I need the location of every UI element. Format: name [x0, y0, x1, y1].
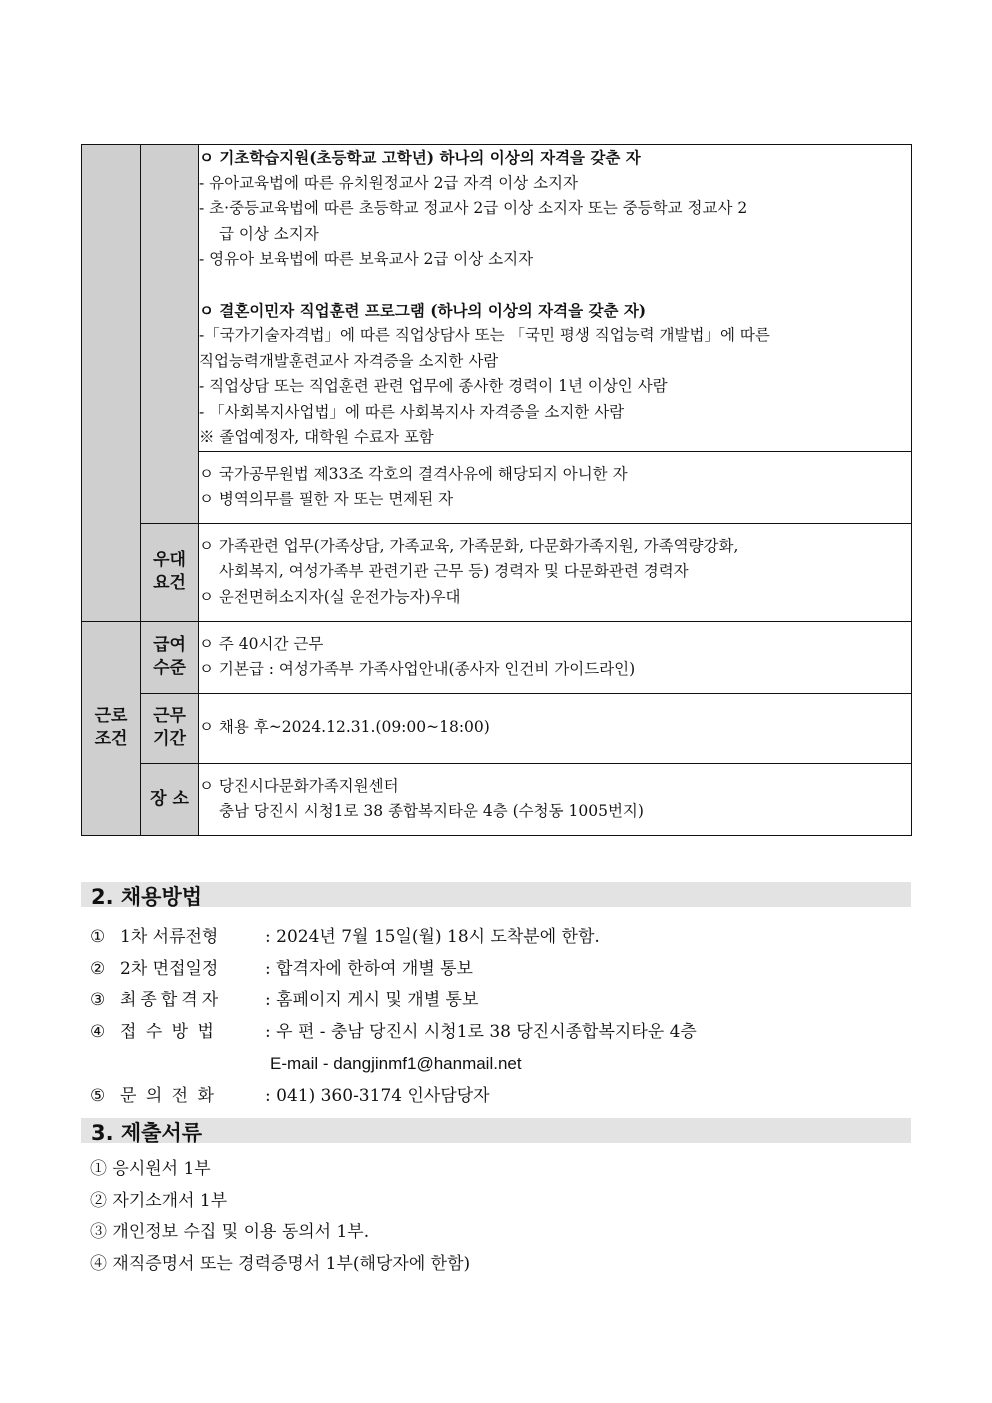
- method-item: [90, 925, 600, 949]
- basic-item: - 유아교육법에 따른 유치원정교사 2급 자격 이상 소지자: [199, 173, 578, 192]
- basic-item: - 영유아 보육법에 따른 보육교사 2급 이상 소지자: [199, 250, 534, 268]
- method-item: [90, 1020, 697, 1044]
- label-cell-empty: [141, 145, 199, 524]
- vocational-item: - 직업상담 또는 직업훈련 관련 업무에 종사한 경력이 1년 이상인 사람: [199, 377, 668, 395]
- salary-label: [141, 621, 199, 693]
- spacer: [199, 273, 911, 298]
- period-label: [141, 693, 199, 763]
- preference-label: [141, 523, 199, 621]
- vocational-note: ※ 졸업예정자, 대학원 수료자 포함: [199, 428, 434, 446]
- vocational-item: 직업능력개발훈련교사 자격증을 소지한 사람: [199, 351, 499, 370]
- item-number: ⑤: [90, 1086, 106, 1106]
- item-value: : 2024년 7월 15일(월) 18시 도착분에 한함.: [265, 927, 600, 947]
- salary-item: ㅇ 주 40시간 근무: [199, 634, 324, 653]
- table-row-qualifications: [82, 145, 912, 452]
- method-item: [90, 1084, 490, 1108]
- pref-item: 사회복지, 여성가족부 관련기관 근무 등) 경력자 및 다문화관련 경력자: [219, 562, 689, 581]
- table-row-disqualification: [82, 451, 912, 523]
- item-number: ④: [90, 1022, 106, 1042]
- table-row-place: [82, 763, 912, 835]
- vocational-item: -「국가기술자격법」에 따른 직업상담사 또는 「국민 평생 직업능력 개발법」에 따른: [199, 326, 770, 344]
- place-label: 장 소: [141, 763, 199, 835]
- period-label-line: 기간: [153, 729, 186, 749]
- item-label: 최종합격자: [120, 990, 223, 1010]
- disq-item: ㅇ 국가공무원법 제33조 각호의 결격사유에 해당되지 아니한 자: [199, 464, 628, 483]
- item-number: ②: [90, 959, 106, 979]
- table-row-salary: [82, 621, 912, 693]
- item-value: : 홈페이지 게시 및 개별 통보: [265, 990, 479, 1010]
- section-header-documents: [81, 1118, 911, 1143]
- item-label: 1차 서류전형: [120, 927, 219, 947]
- basic-item: 급 이상 소지자: [219, 224, 319, 243]
- section-header-recruitment-method: [81, 882, 911, 907]
- document-item: ② 자기소개서 1부: [90, 1191, 228, 1211]
- method-item: [90, 957, 473, 981]
- salary-label-line: 급여: [153, 635, 186, 655]
- method-item-email: [270, 1052, 522, 1076]
- period-cell: [199, 693, 912, 763]
- pref-item: ㅇ 가족관련 업무(가족상담, 가족교육, 가족문화, 다문화가족지원, 가족역량강화,: [199, 536, 739, 555]
- section-title: 2. 채용방법: [91, 885, 203, 909]
- item-number: ①: [90, 927, 106, 947]
- salary-label-line: 수준: [153, 658, 186, 678]
- work-conditions-label-line: 근로: [94, 706, 128, 726]
- email-value: E-mail - dangjinmf1@hanmail.net: [270, 1054, 522, 1073]
- item-value: : 합격자에 한하여 개별 통보: [265, 959, 473, 979]
- vocational-title: ㅇ 결혼이민자 직업훈련 프로그램 (하나의 이상의 자격을 갖춘 자): [199, 300, 647, 320]
- section-title: 3. 제출서류: [91, 1121, 203, 1145]
- disqualification-cell: [199, 451, 912, 523]
- period-label-line: 근무: [153, 706, 186, 726]
- salary-item: ㅇ 기본급 : 여성가족부 가족사업안내(종사자 인건비 가이드라인): [199, 660, 636, 678]
- place-address: 충남 당진시 시청1로 38 종합복지타운 4층 (수청동 1005번지): [219, 802, 644, 820]
- vocational-item: - 「사회복지사업법」에 따른 사회복지사 자격증을 소지한 사람: [199, 402, 625, 421]
- group-label-cell-empty: [82, 145, 141, 622]
- salary-cell: [199, 621, 912, 693]
- work-conditions-label: [82, 621, 141, 835]
- table-row-preference: [82, 523, 912, 621]
- item-label: 문 의 전 화: [120, 1086, 216, 1106]
- qualifications-cell: [199, 145, 912, 452]
- disq-item: ㅇ 병역의무를 필한 자 또는 면제된 자: [199, 490, 454, 508]
- method-item: [90, 988, 478, 1012]
- requirements-table: [81, 144, 912, 836]
- item-label: 접 수 방 법: [120, 1022, 216, 1042]
- place-cell: [199, 763, 912, 835]
- item-label: 2차 면접일정: [120, 959, 219, 979]
- work-conditions-label-line: 조건: [94, 729, 128, 749]
- basic-learning-title: ㅇ 기초학습지원(초등학교 고학년) 하나의 이상의 자격을 갖춘 자: [199, 148, 641, 167]
- item-value: : 우 편 - 충남 당진시 시청1로 38 당진시종합복지타운 4층: [265, 1022, 697, 1042]
- preference-label-line: 우대: [153, 550, 186, 570]
- document-item: ③ 개인정보 수집 및 이용 동의서 1부.: [90, 1222, 370, 1242]
- item-number: ③: [90, 990, 106, 1010]
- basic-item: - 초·중등교육법에 따른 초등학교 정교사 2급 이상 소지자 또는 중등학교 정교사 2: [199, 199, 748, 217]
- item-value: : 041) 360-3174 인사담당자: [265, 1086, 490, 1106]
- pref-item: ㅇ 운전면허소지자(실 운전가능자)우대: [199, 587, 461, 606]
- document-item: ④ 재직증명서 또는 경력증명서 1부(해당자에 한함): [90, 1254, 471, 1274]
- preference-label-line: 요건: [153, 573, 186, 593]
- table-row-period: [82, 693, 912, 763]
- period-item: ㅇ 채용 후~2024.12.31.(09:00~18:00): [199, 718, 490, 737]
- preference-cell: [199, 523, 912, 621]
- document-item: ① 응시원서 1부: [90, 1159, 211, 1179]
- place-item: ㅇ 당진시다문화가족지원센터: [199, 776, 399, 795]
